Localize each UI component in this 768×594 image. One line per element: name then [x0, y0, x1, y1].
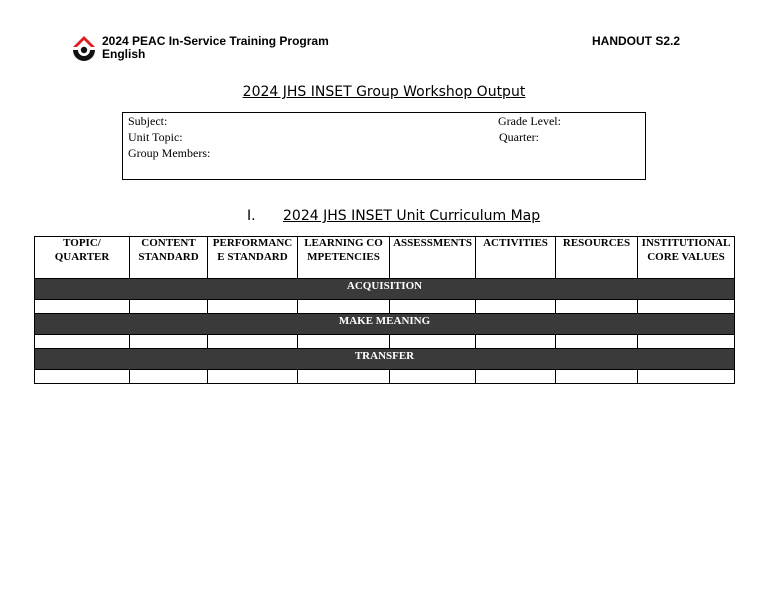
table-cell[interactable]	[390, 300, 476, 314]
table-row	[35, 335, 735, 349]
band-row-acquisition	[35, 279, 735, 300]
table-row	[35, 370, 735, 384]
header-resources: RESOURCES	[556, 237, 638, 279]
table-cell[interactable]	[476, 300, 556, 314]
table-cell[interactable]	[208, 370, 298, 384]
table-cell[interactable]	[35, 335, 130, 349]
band-transfer: TRANSFER	[35, 349, 735, 370]
table-header-row	[35, 237, 735, 279]
section-title: 2024 JHS INSET Unit Curriculum Map	[283, 208, 541, 224]
header-program-text	[102, 35, 329, 61]
info-left-column	[128, 113, 210, 161]
subject-label: Subject:	[128, 114, 168, 128]
program-subject: English	[102, 47, 146, 61]
table-cell[interactable]	[556, 335, 638, 349]
curriculum-map-table	[34, 236, 735, 384]
peac-logo-icon	[70, 35, 98, 63]
unit-topic-label: Unit Topic:	[128, 130, 183, 144]
table-cell[interactable]	[208, 300, 298, 314]
table-cell[interactable]	[35, 300, 130, 314]
table-cell[interactable]	[130, 300, 208, 314]
band-row-transfer	[35, 349, 735, 370]
header-content-standard: CONTENT STANDARD	[130, 237, 208, 279]
table-cell[interactable]	[638, 300, 735, 314]
table-cell[interactable]	[638, 370, 735, 384]
document-header	[70, 34, 680, 66]
table-cell[interactable]	[556, 300, 638, 314]
header-institutional-core-values: INSTITUTIONAL CORE VALUES	[638, 237, 735, 279]
group-members-label: Group Members:	[128, 146, 211, 160]
header-assessments: ASSESSMENTS	[390, 237, 476, 279]
info-box	[122, 112, 646, 180]
table-cell[interactable]	[298, 370, 390, 384]
table-cell[interactable]	[390, 370, 476, 384]
header-learning-competencies: LEARNING COMPETENCIES	[298, 237, 390, 279]
program-name: 2024 PEAC In-Service Training Program	[102, 34, 329, 48]
info-right-column	[498, 113, 561, 145]
table-cell[interactable]	[130, 370, 208, 384]
header-activities: ACTIVITIES	[476, 237, 556, 279]
table-cell[interactable]	[390, 335, 476, 349]
grade-level-label: Grade Level:	[498, 114, 561, 128]
band-acquisition: ACQUISITION	[35, 279, 735, 300]
table-cell[interactable]	[556, 370, 638, 384]
table-cell[interactable]	[638, 335, 735, 349]
handout-label: HANDOUT S2.2	[591, 34, 680, 48]
section-number: I.	[247, 208, 256, 224]
header-topic-quarter: TOPIC/ QUARTER	[35, 237, 130, 279]
table-cell[interactable]	[476, 370, 556, 384]
table-cell[interactable]	[130, 335, 208, 349]
quarter-label: Quarter:	[499, 130, 539, 144]
table-cell[interactable]	[298, 335, 390, 349]
page-title: 2024 JHS INSET Group Workshop Output	[242, 84, 526, 100]
table-cell[interactable]	[476, 335, 556, 349]
table-cell[interactable]	[208, 335, 298, 349]
table-row	[35, 300, 735, 314]
band-row-make-meaning	[35, 314, 735, 335]
header-performance-standard: PERFORMANCE STANDARD	[208, 237, 298, 279]
table-cell[interactable]	[298, 300, 390, 314]
band-make-meaning: MAKE MEANING	[35, 314, 735, 335]
table-cell[interactable]	[35, 370, 130, 384]
